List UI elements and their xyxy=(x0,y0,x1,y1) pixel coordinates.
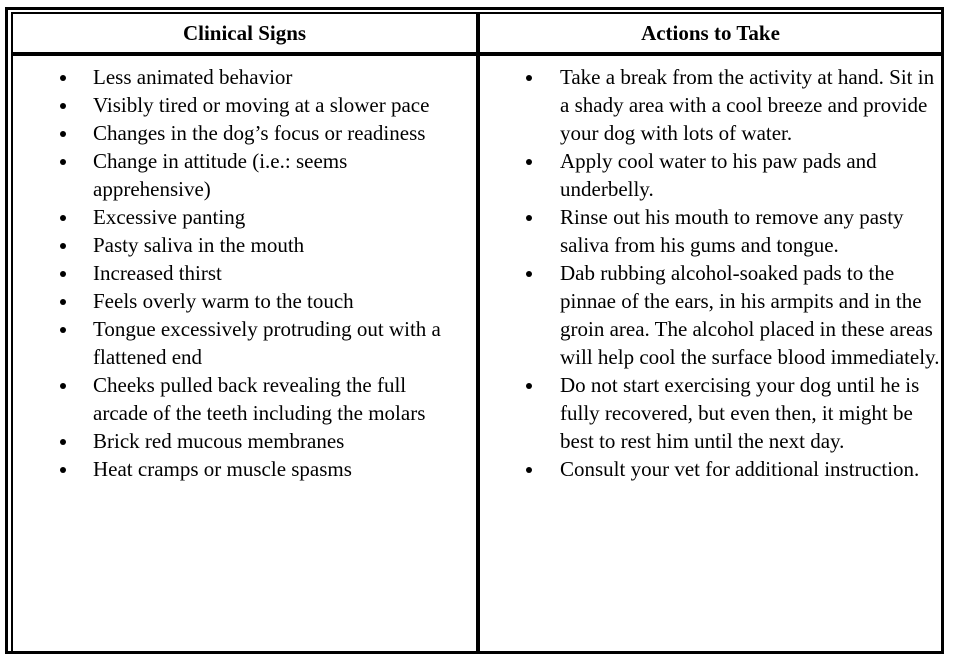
list-item xyxy=(13,63,463,91)
bullet-icon xyxy=(526,215,532,221)
bullet-icon xyxy=(60,243,66,249)
bullet-icon xyxy=(60,271,66,277)
header-actions-to-take: Actions to Take xyxy=(641,20,780,45)
bullet-icon xyxy=(526,75,532,81)
list-item xyxy=(13,259,463,287)
bullet-icon xyxy=(60,327,66,333)
list-item xyxy=(480,455,940,483)
list-item-text: Tongue excessively protruding out with a flattened end xyxy=(93,317,441,369)
actions-list xyxy=(480,63,940,483)
list-item xyxy=(13,91,463,119)
list-item xyxy=(13,231,463,259)
list-item xyxy=(480,147,940,203)
bullet-icon xyxy=(526,467,532,473)
bullet-icon xyxy=(60,103,66,109)
bullet-icon xyxy=(60,383,66,389)
clinical-signs-list xyxy=(13,63,463,483)
header-clinical-signs: Clinical Signs xyxy=(182,20,307,45)
list-item-text: Cheeks pulled back revealing the full arcade of the teeth including the molars xyxy=(93,373,426,425)
bullet-icon xyxy=(526,383,532,389)
list-item-text: Rinse out his mouth to remove any pasty saliva from his gums and tongue. xyxy=(560,205,904,257)
clinical-signs-column xyxy=(13,63,463,483)
bullet-icon xyxy=(60,467,66,473)
bullet-icon xyxy=(526,271,532,277)
list-item-text: Visibly tired or moving at a slower pace xyxy=(93,93,430,117)
list-item-text: Brick red mucous membranes xyxy=(93,429,345,453)
list-item xyxy=(13,371,463,427)
list-item xyxy=(13,287,463,315)
list-item-text: Take a break from the activity at hand. Sit in a shady area with a cool breeze and provide your dog with lots of water. xyxy=(560,65,935,145)
list-item-text: Pasty saliva in the mouth xyxy=(93,233,305,257)
list-item-text: Changes in the dog’s focus or readiness xyxy=(93,121,426,145)
list-item-text: Increased thirst xyxy=(93,261,222,285)
list-item-text: Heat cramps or muscle spasms xyxy=(93,457,352,481)
list-item xyxy=(13,147,463,203)
bullet-icon xyxy=(60,215,66,221)
list-item xyxy=(13,203,463,231)
list-item-text: Change in attitude (i.e.: seems apprehensive) xyxy=(93,149,348,201)
list-item-text: Excessive panting xyxy=(93,205,246,229)
list-item xyxy=(13,427,463,455)
actions-to-take-column xyxy=(480,63,940,483)
list-item-text: Apply cool water to his paw pads and underbelly. xyxy=(560,149,877,201)
list-item xyxy=(480,259,940,371)
list-item xyxy=(480,371,940,455)
bullet-icon xyxy=(60,131,66,137)
list-item xyxy=(13,119,463,147)
bullet-icon xyxy=(526,159,532,165)
list-item-text: Feels overly warm to the touch xyxy=(93,289,354,313)
list-item xyxy=(13,455,463,483)
bullet-icon xyxy=(60,439,66,445)
bullet-icon xyxy=(60,299,66,305)
list-item xyxy=(13,315,463,371)
list-item-text: Less animated behavior xyxy=(93,65,293,89)
list-item xyxy=(480,203,940,259)
list-item xyxy=(480,63,940,147)
list-item-text: Dab rubbing alcohol-soaked pads to the pinnae of the ears, in his armpits and in the groin area. The alcohol placed in these areas will help cool the surface blood immediately. xyxy=(560,261,940,369)
bullet-icon xyxy=(60,75,66,81)
list-item-text: Do not start exercising your dog until he is fully recovered, but even then, it might be best to rest him until the next day. xyxy=(560,373,920,453)
list-item-text: Consult your vet for additional instruction. xyxy=(560,457,920,481)
bullet-icon xyxy=(60,159,66,165)
